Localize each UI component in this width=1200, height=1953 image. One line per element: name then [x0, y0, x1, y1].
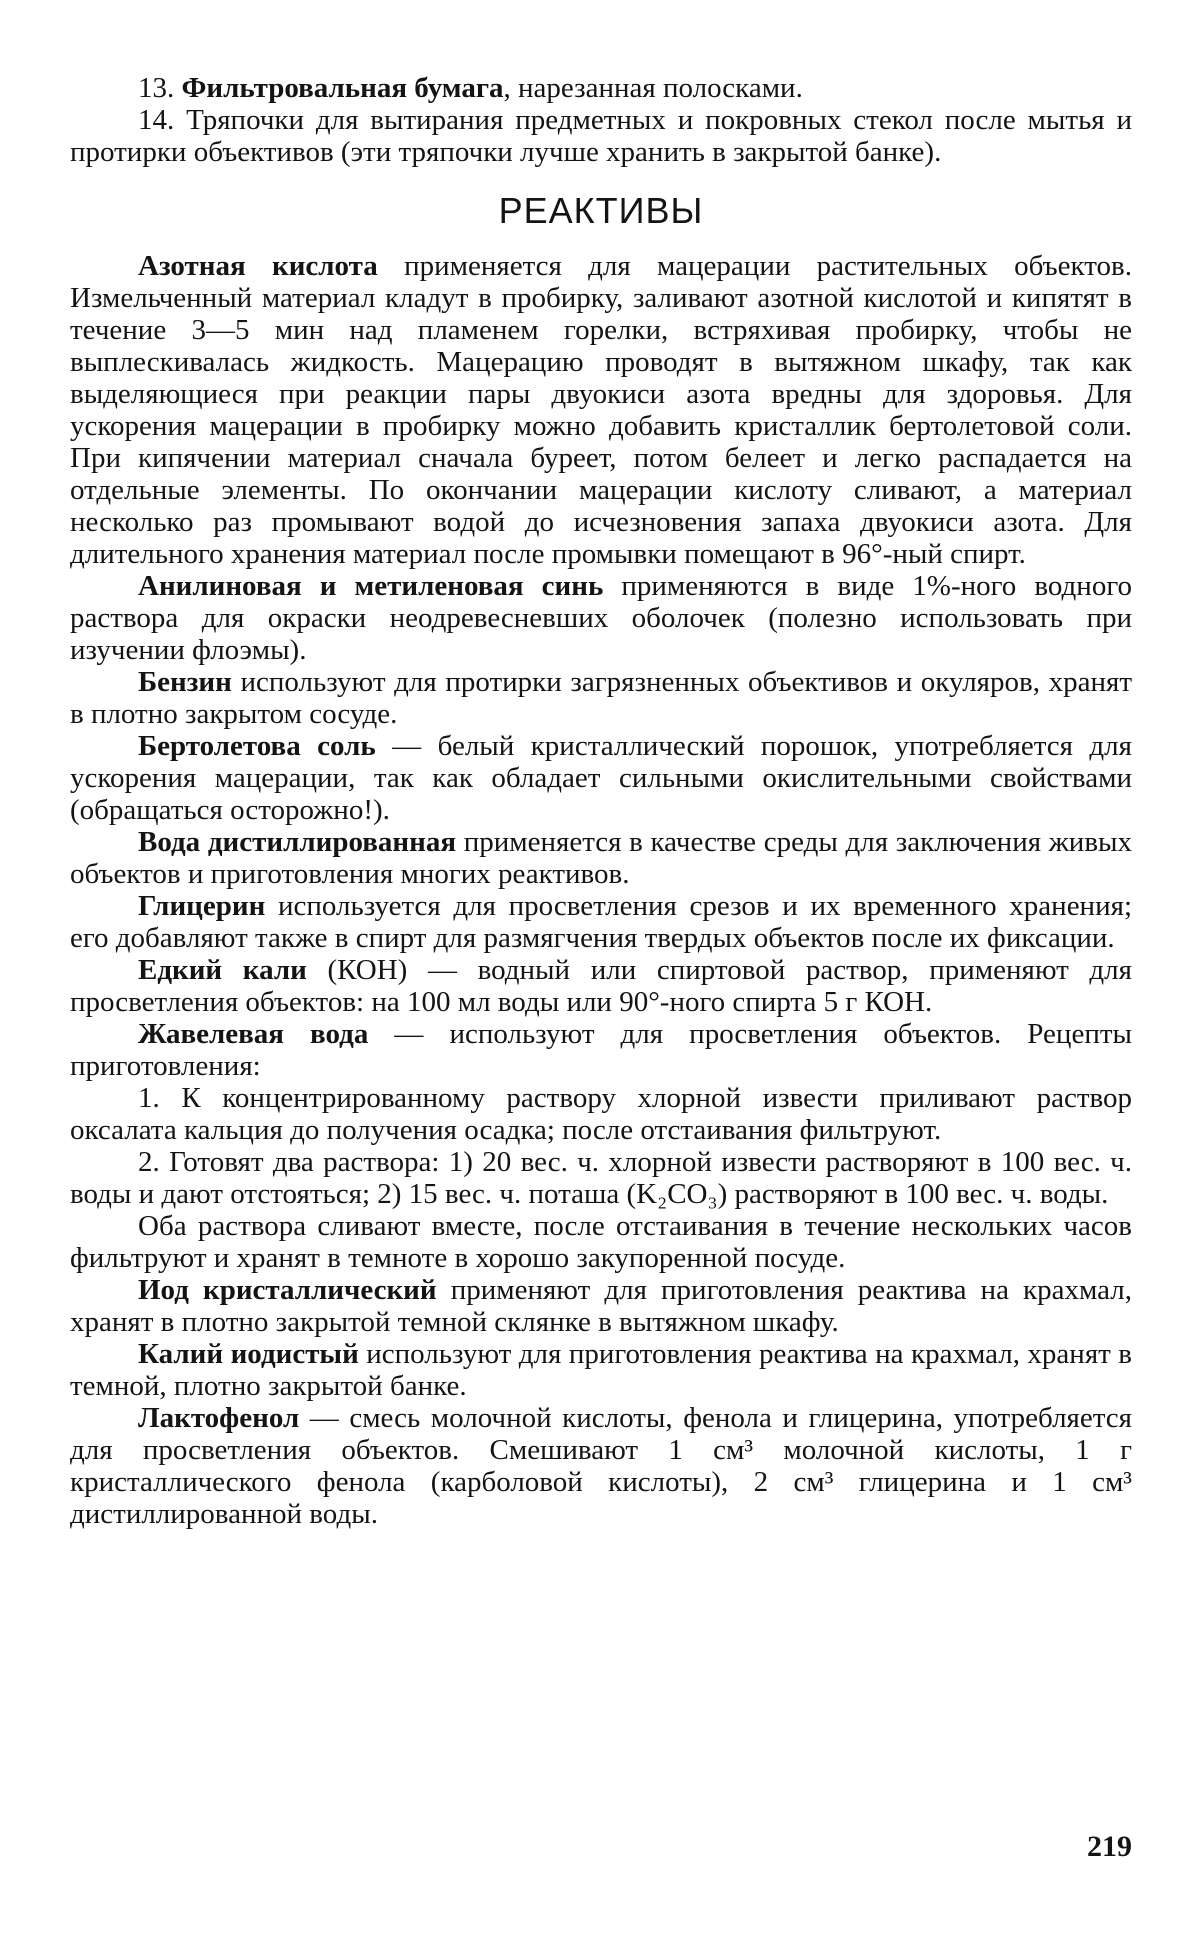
- entry: [70, 1274, 1132, 1338]
- entry-term: Бензин: [138, 666, 232, 698]
- item-text: , нарезанная полосками.: [503, 72, 803, 104]
- entry: [70, 1402, 1132, 1530]
- section-title: РЕАКТИВЫ: [498, 190, 704, 231]
- list-item-13: [70, 72, 1132, 104]
- entry-text: применяют для приготовления реактива на крахмал, хранят в плотно закрытой темной склянке в вытяжном шкафу.: [70, 1274, 1132, 1338]
- entry-term: Анилиновая и метиленовая синь: [138, 570, 604, 602]
- page-number: 219: [1087, 1830, 1132, 1863]
- entry-text: используют для приготовления реактива на крахмал, хранят в темной, плотно закрытой банке.: [70, 1338, 1133, 1402]
- item-text: Тряпочки для вытирания предметных и покровных стекол после мытья и протирки объективов (эти тряпочки лучше хранить в закрытой банке).: [70, 104, 1133, 168]
- entry-term: Иод кристаллический: [138, 1274, 437, 1306]
- entry-text: используется для просветления срезов и их временного хранения; его добавляют также в спирт для размягчения твердых объектов после их фиксации.: [70, 890, 1132, 954]
- entry-term: Калий иодистый: [138, 1338, 359, 1370]
- item-number: 14.: [138, 104, 175, 136]
- entry-term: Вода дистиллированная: [138, 826, 457, 858]
- entry-text: применяется для мацерации растительных объектов. Измельченный материал кладут в пробирку, заливают азотной кислотой и кипятят в течение 3—5 мин над пламенем горелки, встряхивая пробирку, чтобы не выплескивалась жидкость. Мацерацию проводят в вытяжном шкафу, так как выделяющиеся при реакции пары двуокиси азота вредны для здоровья. Для ускорения мацерации в пробирку можно добавить кристаллик бертолетовой соли. При кипячении материал сначала буреет, потом белеет и легко распадается на отдельные элементы. По окончании мацерации кислоту сливают, а материал несколько раз промывают водой до исчезновения запаха двуокиси азота. Для длительного хранения материал после промывки помещают в 96°-ный спирт.: [70, 250, 1132, 570]
- entry-text: — белый кристаллический порошок, употребляется для ускорения мацерации, так как обладает сильными окислительными свойствами (обращаться осторожно!).: [70, 730, 1132, 826]
- entry-term: Бертолетова соль: [138, 730, 376, 762]
- entry-term: Лактофенол: [138, 1402, 300, 1434]
- entry: [70, 1018, 1132, 1082]
- entry-text: используют для протирки загрязненных объективов и окуляров, хранят в плотно закрытом сосуде.: [70, 666, 1132, 730]
- entry: [70, 954, 1132, 1018]
- entry-text: (КОН) — водный или спиртовой раствор, применяют для просветления объектов: на 100 мл воды или 90°-ного спирта 5 г КОН.: [70, 954, 1132, 1018]
- entry: [70, 250, 1132, 570]
- entry-term: Азотная кислота: [138, 250, 378, 282]
- entry: [70, 730, 1132, 826]
- entry-term: Жавелевая вода: [138, 1018, 369, 1050]
- entry-text: применяются в виде 1%-ного водного раствора для окраски неодревесневших оболочек (полезно использовать при изучении флоэмы).: [70, 570, 1132, 666]
- entry: [70, 1338, 1132, 1402]
- item-number: 13.: [138, 72, 175, 104]
- list-item-14: [70, 104, 1132, 168]
- entry-term: Едкий кали: [138, 954, 307, 986]
- entry-text: Оба раствора сливают вместе, после отстаивания в течение нескольких часов фильтруют и хранят в темноте в хорошо закупоренной посуде.: [70, 1210, 1132, 1274]
- entry: [70, 890, 1132, 954]
- recipe-note: [70, 1210, 1132, 1274]
- recipe-2: [70, 1146, 1132, 1210]
- recipe-1: [70, 1082, 1132, 1146]
- entry-term: Глицерин: [138, 890, 266, 922]
- entry-text: — смесь молочной кислоты, фенола и глицерина, употребляется для просветления объектов. Смешивают 1 см³ молочной кислоты, 1 г кристаллического фенола (карболовой кислоты), 2 см³ глицерина и 1 см³ дистиллированной воды.: [70, 1402, 1132, 1530]
- entry: [70, 570, 1132, 666]
- entry-text: 2. Готовят два раствора: 1) 20 вес. ч. хлорной извести растворяют в 100 вес. ч. воды и дают отстояться; 2) 15 вес. ч. поташа (K₂CO₃) растворяют в 100 вес. ч. воды.: [70, 1146, 1132, 1210]
- entry: [70, 826, 1132, 890]
- item-term: Фильтровальная бумага: [181, 72, 504, 104]
- entry-text: применяется в качестве среды для заключения живых объектов и приготовления многих реактивов.: [70, 826, 1132, 890]
- entry-text: 1. К концентрированному раствору хлорной извести приливают раствор оксалата кальция до получения осадка; после отстаивания фильтруют.: [70, 1082, 1132, 1146]
- entry-text: — используют для просветления объектов. Рецепты приготовления:: [70, 1018, 1132, 1082]
- entry: [70, 666, 1132, 730]
